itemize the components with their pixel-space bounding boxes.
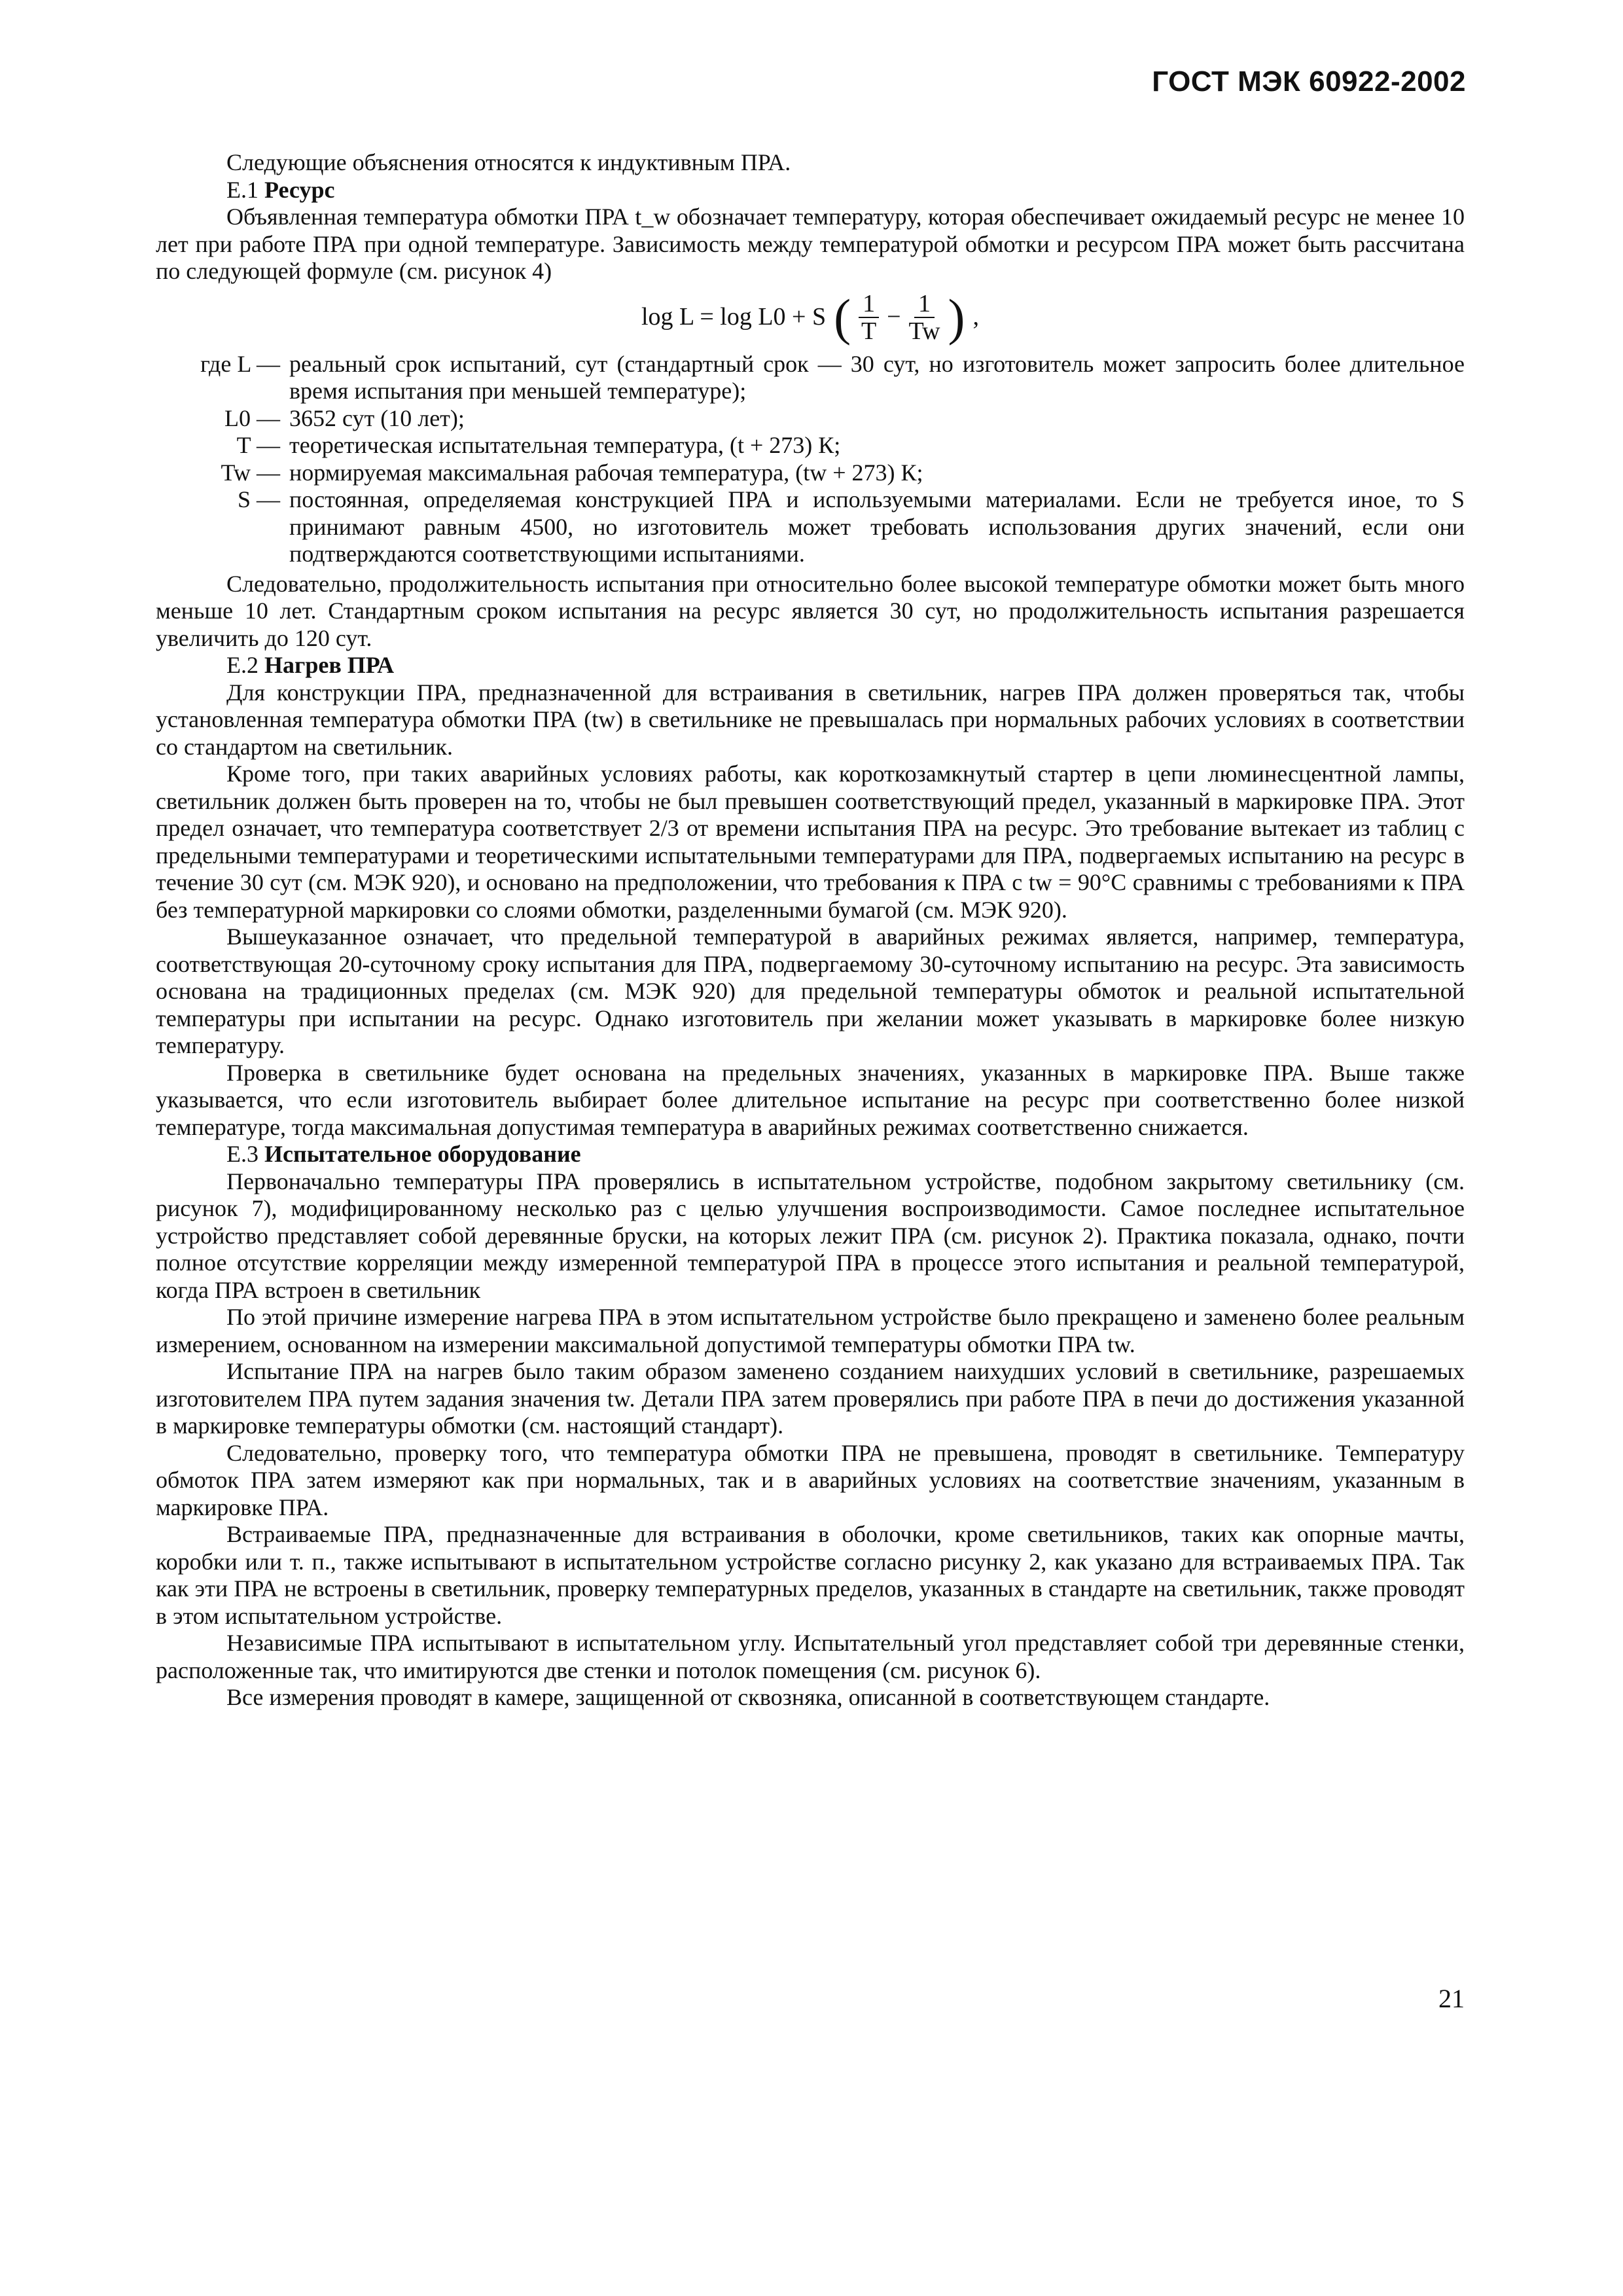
definition-text: реальный срок испытаний, сут (стандартный срок — 30 сут, но изготовитель может запросить более длительное время испытания при меньшей температуре); [289,350,1465,404]
paragraph: Следовательно, продолжительность испытания при относительно более высокой температуре обмотки может быть много меньше 10 лет. Стандартным сроком испытания на ресурс является 30 сут, но продолжительность испытания разрешается увеличить до 120 сут. [156,570,1465,651]
definition-term: T — [236,432,280,458]
definition-text: теоретическая испытательная температура, (t + 273) К; [289,432,841,458]
section-title: Ресурс [264,176,335,203]
definition-term: Tw — [221,459,280,486]
definition-item [156,405,1465,433]
fraction-numerator: 1 [859,291,879,318]
paragraph: Испытание ПРА на нагрев было таким образом заменено созданием наихудших условий в светильнике, разрешаемых изготовителем ПРА путем задания значения tw. Детали ПРА затем проверялись при работе ПРА в печи до достижения указанной в маркировке температуры обмотки (см. настоящий стандарт). [156,1358,1465,1439]
section-title: Нагрев ПРА [264,652,395,678]
definition-item [156,459,1465,487]
section-e2-heading [156,652,1465,679]
formula-minus: − [887,302,901,331]
document-body [156,149,1465,1712]
intro-paragraph: Следующие объяснения относятся к индуктивным ПРА. [226,149,791,175]
formula-paren-open: ( [834,288,851,346]
formula [156,288,1465,346]
section-number: Е.2 [226,652,259,678]
page-number: 21 [1438,1984,1465,2013]
section-title: Испытательное оборудование [264,1141,581,1167]
document-header: ГОСТ МЭК 60922-2002 [1152,65,1466,98]
paragraph: Встраиваемые ПРА, предназначенные для встраивания в оболочки, кроме светильников, таких как опорные мачты, коробки или т. п., также испытывают в испытательном устройстве согласно рисунку 2, как указано для встраиваемых ПРА. Так как эти ПРА не встроены в светильник, проверку температурных пределов, указанных в стандарте на светильник, также проводят в этом испытательном устройстве. [156,1521,1465,1629]
definition-item [156,432,1465,459]
definition-item [156,351,1465,405]
formula-lhs: log L = log L0 + S [641,302,827,331]
section-e3-heading [156,1141,1465,1168]
definition-term: S — [237,486,280,512]
fraction [909,291,940,344]
paragraph: Вышеуказанное означает, что предельной температурой в аварийных режимах является, например, температура, соответствующая 20-суточному сроку испытания для ПРА, подвергаемому 30-суточному испытанию на ресурс. Эта зависимость основана на традиционных пределах (см. МЭК 920) для предельной температуры обмоток и реальной испытательной температуры при испытании на ресурс. Однако изготовитель при желании может указывать в маркировке более низкую температуру. [156,924,1465,1058]
paragraph: По этой причине измерение нагрева ПРА в этом испытательном устройстве было прекращено и заменено более реальным измерением, основанном на измерении максимальной допустимой температуры обмотки ПРА tw. [156,1304,1465,1357]
formula-tail: , [972,302,980,331]
fraction-numerator: 1 [914,291,935,318]
paragraph: Следовательно, проверку того, что температура обмотки ПРА не превышена, проводят в светильнике. Температуру обмоток ПРА затем измеряют как при нормальных, так и в аварийных условиях на соответствие значениям, указанным в маркировке ПРА. [156,1439,1465,1520]
paragraph: Для конструкции ПРА, предназначенной для встраивания в светильник, нагрев ПРА должен проверяться так, чтобы установленная температура обмотки ПРА (tw) в светильнике не превышалась при нормальных рабочих условиях в соответствии со стандартом на светильник. [156,679,1465,760]
paragraph: Объявленная температура обмотки ПРА t_w обозначает температуру, которая обеспечивает ожидаемый ресурс не менее 10 лет при работе ПРА при одной температуре. Зависимость между температурой обмотки и ресурсом ПРА может быть рассчитана по следующей формуле (см. рисунок 4) [156,204,1465,284]
paragraph: Кроме того, при таких аварийных условиях работы, как короткозамкнутый стартер в цепи люминесцентной лампы, светильник должен быть проверен на то, чтобы не был превышен соответствующий предел, указанный в маркировке ПРА. Этот предел означает, что температура соответствует 2/3 от времени испытания ПРА на ресурс. Это требование вытекает из таблиц с предельными температурами и теоретическими испытательными температурами для ПРА, подвергаемых испытанию на ресурс в течение 30 сут (см. МЭК 920), и основано на предположении, что требования к ПРА с tw = 90°С сравнимы с требованиями к ПРА без температурной маркировки со слоями обмотки, разделенными бумагой (см. МЭК 920). [156,761,1465,923]
definition-item [156,486,1465,568]
paragraph: Проверка в светильнике будет основана на предельных значениях, указанных в маркировке ПРА. Выше также указывается, что если изготовитель выбирает более длительное испытание на ресурс при соответственно более низкой температуре, тогда максимальная допустимая температура в аварийных режимах соответственно снижается. [156,1059,1465,1140]
paragraph: Все измерения проводят в камере, защищенной от сквозняка, описанной в соответствующем стандарте. [226,1684,1270,1710]
section-number: Е.1 [226,176,259,203]
section-e1-heading [156,177,1465,204]
definitions-list [156,351,1465,568]
definition-text: нормируемая максимальная рабочая температура, (tw + 273) К; [289,459,923,486]
formula-paren-close: ) [948,288,965,346]
definition-text: постоянная, определяемая конструкцией ПРА и используемыми материалами. Если не требуется иное, то S принимают равным 4500, но изготовитель может требовать использования других значений, если они подтверждаются соответствующими испытаниями. [289,486,1465,567]
definition-text: 3652 сут (10 лет); [289,404,465,431]
fraction-denominator: T [861,317,877,345]
paragraph: Независимые ПРА испытывают в испытательном углу. Испытательный угол представляет собой три деревянные стенки, расположенные так, что имитируются две стенки и потолок помещения (см. рисунок 6). [156,1630,1465,1683]
definition-term: L0 — [224,404,280,431]
fraction-denominator: Tw [908,317,940,345]
paragraph: Первоначально температуры ПРА проверялись в испытательном устройстве, подобном закрытому светильнику (см. рисунок 7), модифицированному несколько раз с целью улучшения воспроизводимости. Самое последнее испытательное устройство представляет собой деревянные бруски, на которых лежит ПРА (см. рисунок 2). Практика показала, однако, почти полное отсутствие корреляции между измеренной температурой ПРА в процессе этого испытания и реальной температурой, когда ПРА встроен в светильник [156,1168,1465,1303]
section-number: Е.3 [226,1141,259,1167]
definition-term: где L — [200,350,280,377]
fraction [859,291,879,344]
